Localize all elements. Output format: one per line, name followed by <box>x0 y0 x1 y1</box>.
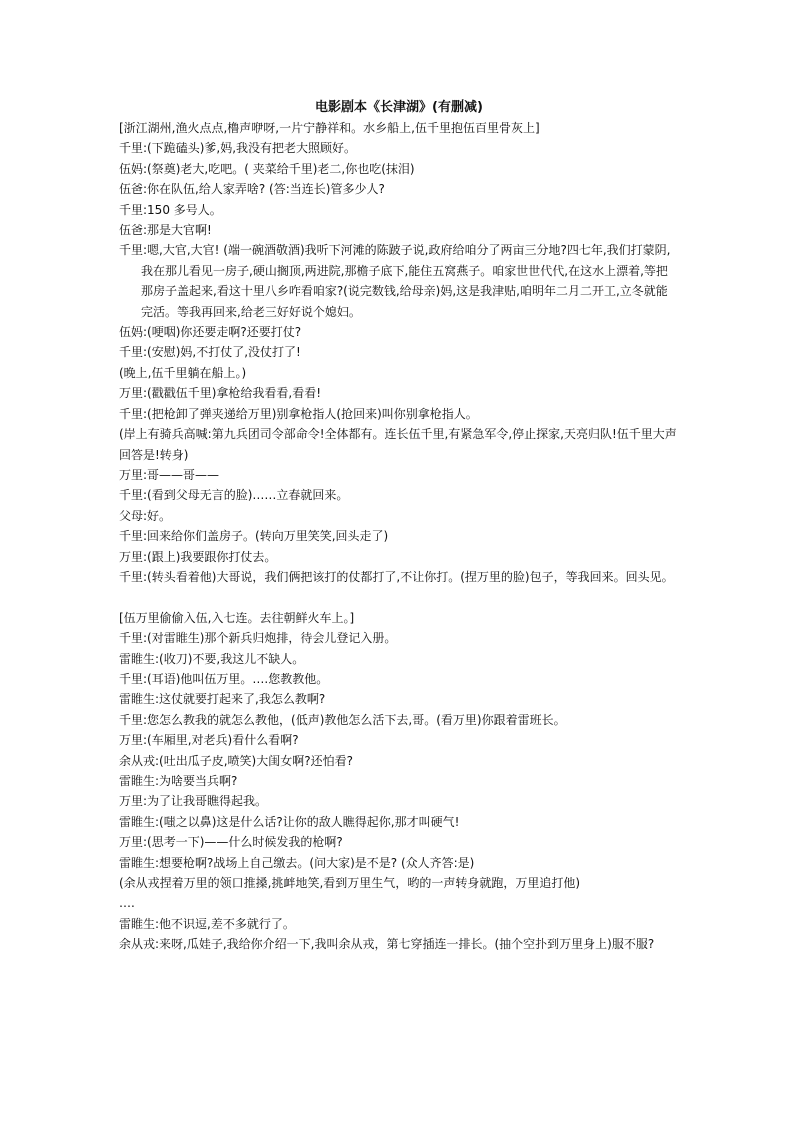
dialogue-line: 雷睢生:这仗就要打起来了,我怎么教啊? <box>119 692 326 707</box>
dialogue-line: 雷睢生:(嗤之以鼻)这是什么话?让你的敌人瞧得起你,那才叫硬气! <box>119 814 460 829</box>
dialogue-line: 万里:(跟上)我要跟你打仗去。 <box>119 549 277 564</box>
dialogue-line: 伍爸:你在队伍,给人家弄啥? (答:当连长)管多少人? <box>119 182 385 197</box>
ellipsis-line: …. <box>119 896 135 911</box>
dialogue-line: 千里:(把枪卸了弹夹递给万里)别拿枪指人(抢回来)叫你别拿枪指人。 <box>119 406 478 421</box>
dialogue-line: 千里:(安慰)妈,不打仗了,没仗打了! <box>119 345 301 360</box>
dialogue-line: 千里:(看到父母无言的脸)……立春就回来。 <box>119 488 349 503</box>
dialogue-line: 伍妈:(哽咽)你还要走啊?还要打仗? <box>119 325 302 340</box>
dialogue-line: 万里:(戳戳伍千里)拿枪给我看看,看看! <box>119 386 322 401</box>
dialogue-line: 余从戎:来呀,瓜娃子,我给你介绍一下,我叫余从戎，第七穿插连一排长。(抽个空扑到万里身上)服不服? <box>119 937 655 952</box>
stage-direction: (晚上,伍千里躺在船上。) <box>119 365 247 380</box>
stage-direction: [伍万里偷偷入伍,入七连。去往朝鲜火车上。] <box>119 610 355 625</box>
dialogue-line: 雷睢生:想要枪啊?战场上自己缴去。(问大家)是不是? (众人齐答:是) <box>119 855 475 870</box>
dialogue-line: 余从戎:(吐出瓜子皮,喷笑)大闺女啊?还怕看? <box>119 753 353 768</box>
stage-direction: (余从戎捏着万里的领口推搡,挑衅地笑,看到万里生气，哟的一声转身就跑，万里追打他) <box>119 876 580 891</box>
dialogue-line: 千里:回来给你们盖房子。(转向万里笑笑,回头走了) <box>119 529 389 544</box>
dialogue-line: 千里:150 多号人。 <box>119 202 222 217</box>
dialogue-line: 千里:(对雷睢生)那个新兵归炮排，待会儿登记入册。 <box>119 631 397 646</box>
dialogue-line: 千里:嗯,大官,大官! (端一碗酒敬酒)我听下河滩的陈跛子说,政府给咱分了两亩三分地?四七年,我们打蒙阴,我在那儿看见一房子,硬山搁顶,两进院,那檐子底下,能住五窝燕子。咱家世世代代,在这水上漂着,等把那房子盖起来,看这十里八乡咋看咱家?(说完数钱,给母亲)妈,这是我津贴,咱明年二月二开工,立冬就能完活。等我再回来,给老三好好说个媳妇。 <box>119 243 671 319</box>
dialogue-line: 万里:(车厢里,对老兵)看什么看啊? <box>119 733 299 748</box>
dialogue-line: 雷睢生:为啥要当兵啊? <box>119 773 238 788</box>
dialogue-line: 雷睢生:(收刀)不要,我这儿不缺人。 <box>119 651 305 666</box>
document-title: 电影剧本《长津湖》(有删减) <box>315 100 483 115</box>
dialogue-line: 万里:(思考一下)——什么时候发我的枪啊? <box>119 835 343 850</box>
dialogue-line: 千里:您怎么教我的就怎么教他，(低声)教他怎么活下去,哥。(看万里)你跟着雷班长。 <box>119 712 566 727</box>
dialogue-line: 父母:好。 <box>119 508 172 523</box>
dialogue-line: 雷睢生:他不识逗,差不多就行了。 <box>119 916 295 931</box>
dialogue-line: 万里:为了让我哥瞧得起我。 <box>119 794 268 809</box>
dialogue-line: 千里:(下跪磕头)爹,妈,我没有把老大照顾好。 <box>119 141 357 156</box>
document-body <box>119 98 679 955</box>
blank-line <box>119 587 679 607</box>
stage-direction: [浙江湖州,渔火点点,橹声咿呀,一片宁静祥和。水乡船上,伍千里抱伍百里骨灰上] <box>119 121 540 135</box>
dialogue-line: 万里:哥——哥—— <box>119 467 220 482</box>
dialogue-line: 千里:(转头看着他)大哥说，我们俩把该打的仗都打了,不让你打。(捏万里的脸)包子，等我回来。回头见。 <box>119 569 674 584</box>
dialogue-line: 伍妈:(祭奠)老大,吃吧。( 夹菜给千里)老二,你也吃(抹泪) <box>119 161 415 176</box>
dialogue-line: 伍爸:那是大官啊! <box>119 223 212 238</box>
stage-direction: (岸上有骑兵高喊:第九兵团司令部命令!全体都有。连长伍千里,有紧急军令,停止探家,天亮归队!伍千里大声回答是!转身) <box>119 427 677 462</box>
dialogue-line: 千里:(耳语)他叫伍万里。….您教教他。 <box>119 671 329 686</box>
